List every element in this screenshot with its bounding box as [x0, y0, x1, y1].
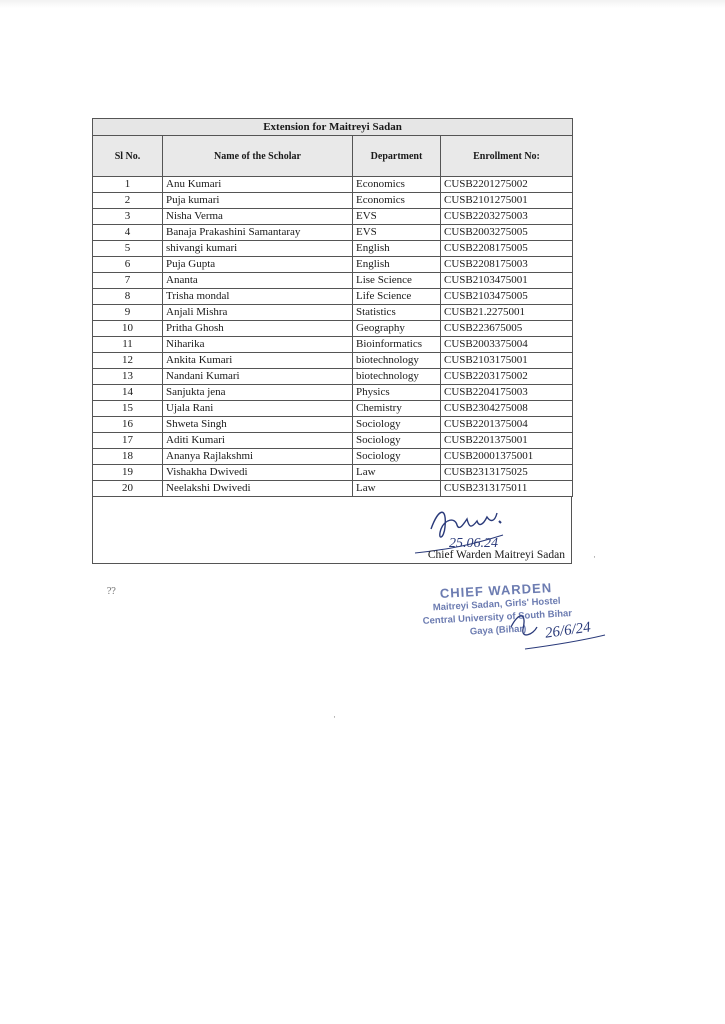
- cell-sl-no: 15: [93, 401, 163, 417]
- cell-department: Law: [353, 465, 441, 481]
- cell-department: biotechnology: [353, 353, 441, 369]
- cell-enrollment: CUSB2201375001: [441, 433, 573, 449]
- header-enrollment: Enrollment No:: [441, 136, 573, 177]
- table-row: [93, 177, 573, 193]
- cell-sl-no: 6: [93, 257, 163, 273]
- cell-sl-no: 8: [93, 289, 163, 305]
- cell-scholar-name: Ananya Rajlakshmi: [163, 449, 353, 465]
- scan-edge: [0, 0, 725, 8]
- table-row: [93, 209, 573, 225]
- cell-scholar-name: Nandani Kumari: [163, 369, 353, 385]
- table-row: [93, 321, 573, 337]
- cell-sl-no: 3: [93, 209, 163, 225]
- scholar-table-container: [92, 118, 572, 564]
- cell-scholar-name: Nisha Verma: [163, 209, 353, 225]
- cell-sl-no: 18: [93, 449, 163, 465]
- cell-department: Physics: [353, 385, 441, 401]
- cell-scholar-name: Niharika: [163, 337, 353, 353]
- stray-dot: ·: [593, 552, 596, 562]
- cell-sl-no: 16: [93, 417, 163, 433]
- table-row: [93, 337, 573, 353]
- cell-enrollment: CUSB2003275005: [441, 225, 573, 241]
- table-row: [93, 433, 573, 449]
- cell-scholar-name: Vishakha Dwivedi: [163, 465, 353, 481]
- cell-enrollment: CUSB223675005: [441, 321, 573, 337]
- cell-enrollment: CUSB2103175001: [441, 353, 573, 369]
- svg-text:26/6/24: 26/6/24: [544, 619, 592, 642]
- cell-sl-no: 11: [93, 337, 163, 353]
- table-header-row: [93, 136, 573, 177]
- cell-sl-no: 7: [93, 273, 163, 289]
- cell-department: Law: [353, 481, 441, 497]
- header-department: Department: [353, 136, 441, 177]
- cell-scholar-name: Sanjukta jena: [163, 385, 353, 401]
- table-row: [93, 273, 573, 289]
- cell-scholar-name: Neelakshi Dwivedi: [163, 481, 353, 497]
- cell-enrollment: CUSB2208175003: [441, 257, 573, 273]
- table-row: [93, 353, 573, 369]
- cell-department: Chemistry: [353, 401, 441, 417]
- table-row: [93, 193, 573, 209]
- stray-dot: ·: [333, 712, 336, 722]
- cell-enrollment: CUSB20001375001: [441, 449, 573, 465]
- cell-department: Life Science: [353, 289, 441, 305]
- cell-scholar-name: Trisha mondal: [163, 289, 353, 305]
- cell-enrollment: CUSB2208175005: [441, 241, 573, 257]
- cell-sl-no: 1: [93, 177, 163, 193]
- table-title: Extension for Maitreyi Sadan: [93, 119, 573, 136]
- cell-enrollment: CUSB2101275001: [441, 193, 573, 209]
- table-row: [93, 449, 573, 465]
- cell-enrollment: CUSB2204175003: [441, 385, 573, 401]
- table-row: [93, 385, 573, 401]
- cell-sl-no: 2: [93, 193, 163, 209]
- table-row: [93, 481, 573, 497]
- cell-enrollment: CUSB2103475005: [441, 289, 573, 305]
- cell-department: Sociology: [353, 449, 441, 465]
- cell-scholar-name: Ankita Kumari: [163, 353, 353, 369]
- cell-sl-no: 5: [93, 241, 163, 257]
- cell-department: Economics: [353, 177, 441, 193]
- cell-scholar-name: Puja kumari: [163, 193, 353, 209]
- table-row: [93, 401, 573, 417]
- cell-sl-no: 13: [93, 369, 163, 385]
- cell-sl-no: 20: [93, 481, 163, 497]
- cell-enrollment: CUSB2304275008: [441, 401, 573, 417]
- cell-scholar-name: Banaja Prakashini Samantaray: [163, 225, 353, 241]
- scholar-table: [92, 118, 573, 497]
- svg-text:25.06.24: 25.06.24: [449, 536, 498, 551]
- cell-scholar-name: Puja Gupta: [163, 257, 353, 273]
- cell-scholar-name: Pritha Ghosh: [163, 321, 353, 337]
- cell-scholar-name: Aditi Kumari: [163, 433, 353, 449]
- table-row: [93, 417, 573, 433]
- cell-department: Sociology: [353, 433, 441, 449]
- cell-department: Statistics: [353, 305, 441, 321]
- stamp-line-hostel: Maitreyi Sadan, Girls' Hostel: [432, 595, 561, 614]
- cell-department: English: [353, 257, 441, 273]
- cell-scholar-name: shivangi kumari: [163, 241, 353, 257]
- cell-enrollment: CUSB2313175011: [441, 481, 573, 497]
- header-sl-no: Sl No.: [93, 136, 163, 177]
- chief-warden-designation: Chief Warden Maitreyi Sadan: [427, 549, 565, 561]
- stamp-line-university: Central University of South Bihar: [422, 608, 573, 627]
- cell-sl-no: 10: [93, 321, 163, 337]
- cell-department: English: [353, 241, 441, 257]
- table-row: [93, 241, 573, 257]
- cell-enrollment: CUSB2313175025: [441, 465, 573, 481]
- cell-department: Lise Science: [353, 273, 441, 289]
- cell-enrollment: CUSB2203275003: [441, 209, 573, 225]
- cell-enrollment: CUSB2003375004: [441, 337, 573, 353]
- cell-sl-no: 14: [93, 385, 163, 401]
- cell-enrollment: CUSB21.2275001: [441, 305, 573, 321]
- stamp-signature-icon: [505, 605, 610, 653]
- cell-scholar-name: Shweta Singh: [163, 417, 353, 433]
- cell-scholar-name: Anu Kumari: [163, 177, 353, 193]
- cell-scholar-name: Ujala Rani: [163, 401, 353, 417]
- table-row: [93, 369, 573, 385]
- cell-department: biotechnology: [353, 369, 441, 385]
- table-body: [93, 177, 573, 497]
- signature-area: [92, 497, 572, 564]
- cell-department: EVS: [353, 209, 441, 225]
- cell-sl-no: 17: [93, 433, 163, 449]
- cell-department: Sociology: [353, 417, 441, 433]
- cell-scholar-name: Anjali Mishra: [163, 305, 353, 321]
- cell-enrollment: CUSB2203175002: [441, 369, 573, 385]
- stray-pencil-mark: ⁇: [107, 586, 116, 596]
- cell-sl-no: 4: [93, 225, 163, 241]
- cell-department: Economics: [353, 193, 441, 209]
- table-row: [93, 257, 573, 273]
- cell-sl-no: 19: [93, 465, 163, 481]
- cell-enrollment: CUSB2201375004: [441, 417, 573, 433]
- cell-sl-no: 12: [93, 353, 163, 369]
- cell-department: EVS: [353, 225, 441, 241]
- cell-enrollment: CUSB2103475001: [441, 273, 573, 289]
- table-row: [93, 225, 573, 241]
- cell-department: Bioinformatics: [353, 337, 441, 353]
- cell-department: Geography: [353, 321, 441, 337]
- table-row: [93, 305, 573, 321]
- cell-sl-no: 9: [93, 305, 163, 321]
- table-title-row: [93, 119, 573, 136]
- table-row: [93, 465, 573, 481]
- header-scholar-name: Name of the Scholar: [163, 136, 353, 177]
- cell-scholar-name: Ananta: [163, 273, 353, 289]
- table-row: [93, 289, 573, 305]
- stamp-title: CHIEF WARDEN: [439, 580, 553, 601]
- stamp-line-location: Gaya (Bihar): [469, 623, 527, 638]
- cell-enrollment: CUSB2201275002: [441, 177, 573, 193]
